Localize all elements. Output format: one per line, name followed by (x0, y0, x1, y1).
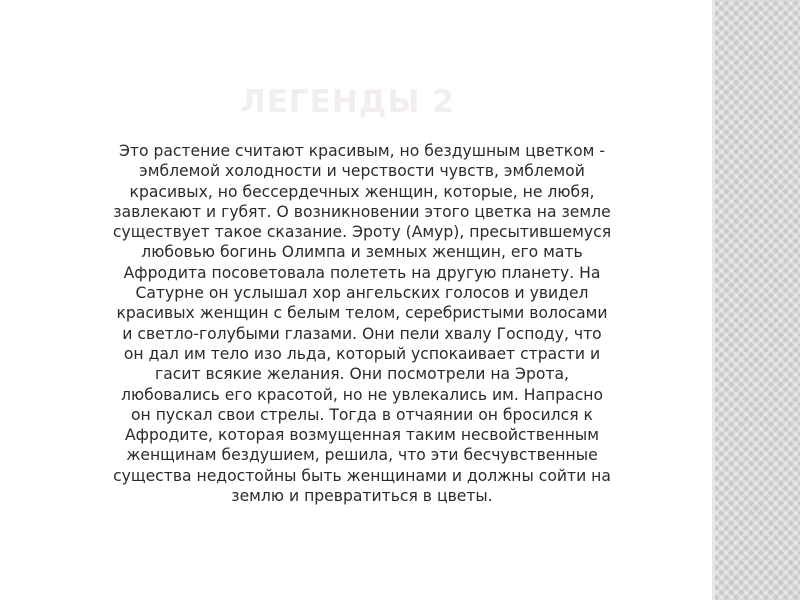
body-line: и светло-голубыми глазами. Они пели хвалу Господу, что (122, 324, 602, 343)
body-line: существует такое сказание. Эроту (Амур), пресытившемуся (112, 223, 612, 242)
decorative-side-band (712, 0, 800, 600)
body-line: гасит всякие желания. Они посмотрели на Эрота, (155, 365, 569, 384)
body-line: красивых, но бессердечных женщин, которые, не любя, (129, 182, 595, 201)
body-line: завлекают и губят. О возникновении этого цветка на земле (113, 202, 611, 221)
body-line: эмблемой холодности и черствости чувств, эмблемой (139, 162, 585, 181)
side-band-edge (712, 0, 715, 600)
body-line: женщинам бездушием, решила, что эти бесчувственные (126, 446, 598, 465)
body-line: любовью богинь Олимпа и земных женщин, его мать (141, 243, 583, 262)
body-line: Это растение считают красивым, но бездушным цветком - (118, 142, 606, 160)
body-line: он пускал свои стрелы. Тогда в отчаянии он бросился к (131, 405, 593, 424)
body-line: Афродите, которая возмущенная таким несвойственным (125, 426, 599, 445)
slide-body-text (58, 141, 666, 506)
slide-title: ЛЕГЕНДЫ 2 (240, 84, 455, 120)
body-line: Афродита посоветовала полететь на другую планету. На (123, 263, 601, 282)
body-line: существа недостойны быть женщинами и должны сойти на (113, 466, 611, 485)
body-line: Сатурне он услышал хор ангельских голосов и увидел (135, 284, 589, 303)
body-line: красивых женщин с белым телом, серебристыми волосами (116, 304, 608, 323)
body-line: любовались его красотой, но не увлекались им. Напрасно (120, 385, 604, 404)
body-line: землю и превратиться в цветы. (231, 487, 493, 506)
body-line: он дал им тело изо льда, который успокаивает страсти и (123, 344, 601, 363)
